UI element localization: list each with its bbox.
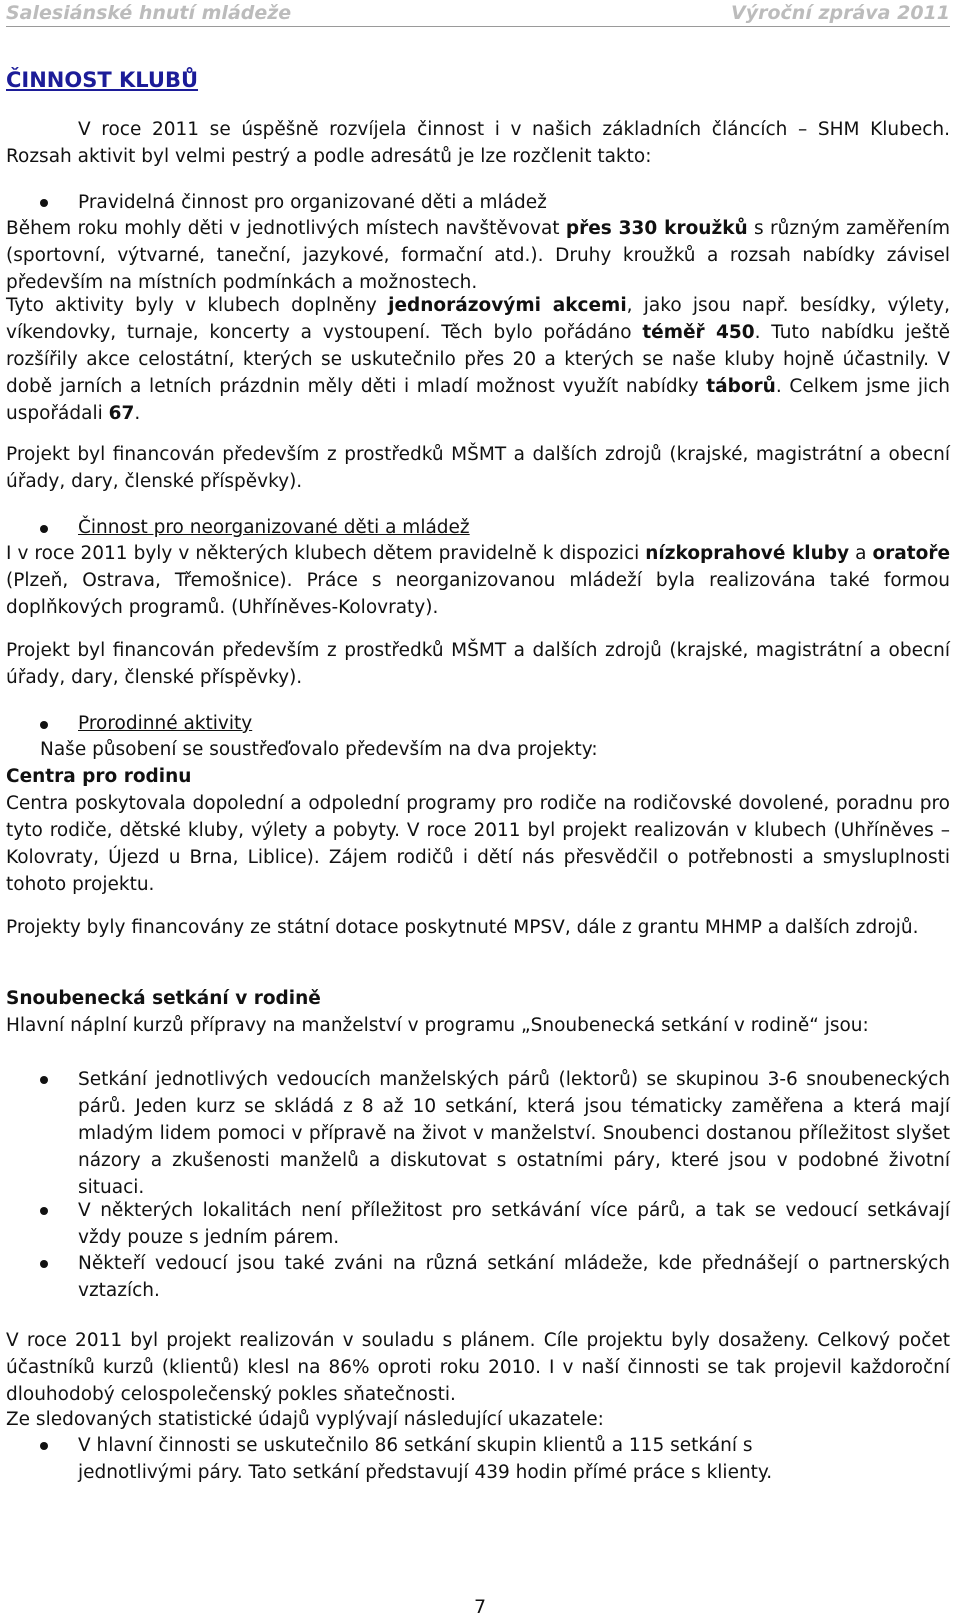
- section-2-paragraph: I v roce 2011 byly v některých klubech dětem pravidelně k dispozici nízkoprahové kluby a oratoře (Plzeň, Ostrava, Třemošnice). Práce s neorganizovanou mládeží byla realizována také formou doplňkových programů. (Uhříněves-Kolovraty).: [6, 543, 950, 618]
- list-item: V některých lokalitách není příležitost pro setkávání více párů, a tak se vedoucí setkávají vždy pouze s jedním párem.: [78, 1200, 950, 1248]
- centra-title: Centra pro rodinu: [6, 766, 192, 787]
- list-item: Někteří vedoucí jsou také zváni na různá setkání mládeže, kde přednášejí o partnerských vztazích.: [78, 1253, 950, 1301]
- list-item: V hlavní činnosti se uskutečnilo 86 setkání skupin klientů a 115 setkání s jednotlivými páry. Tato setkání představují 439 hodin přímé práce s klienty.: [78, 1435, 773, 1483]
- bullet-icon: [40, 1207, 48, 1215]
- page-number: 7: [473, 1596, 487, 1618]
- list-item: Setkání jednotlivých vedoucích manželských párů (lektorů) se skupinou 3-6 snoubeneckých párů. Jeden kurz se skládá z 8 až 10 setkání, která jsou tématicky zaměřena a která mají mladým lidem pomoci v přípravě na život v manželství. Snoubenci dostanou příležitost slyšet názory a zkušenosti manželů a diskutovat s ostatními páry, které jsou v podobné životní situaci.: [78, 1069, 950, 1198]
- section-1-paragraph-2: Tyto aktivity byly v klubech doplněny jednorázovými akcemi, jako jsou např. besídky, výlety, víkendovky, turnaje, koncerty a vystoupení. Těch bylo pořádáno téměř 450. Tuto nabídku ještě rozšířily akce celostátní, kterých se uskutečnilo přes 20 a kterých se naše kluby hojně účastnily. V době jarních a letních prázdnin měly děti i mladí možnost využít nabídky táborů. Celkem jsme jich uspořádali 67.: [6, 295, 951, 424]
- centra-paragraph: Centra poskytovala dopolední a odpolední programy pro rodiče na rodičovské dovolené, poradnu pro tyto rodiče, dětské kluby, výlety a pobyty. V roce 2011 byl projekt realizován v klubech (Uhříněves – Kolovraty, Újezd u Brna, Liblice). Zájem rodičů i dětí nás přesvědčil o potřebnosti a smysluplnosti tohoto projektu.: [6, 793, 950, 895]
- section-2-heading: Činnost pro neorganizované děti a mládež: [78, 517, 470, 538]
- section-3-heading: Prorodinné aktivity: [78, 713, 253, 734]
- header-report-title: Výroční zpráva 2011: [731, 2, 950, 24]
- bullet-icon: [40, 1260, 48, 1268]
- section-title: ČINNOST KLUBŮ: [6, 68, 199, 92]
- bullet-icon: [40, 525, 48, 533]
- centra-funding: Projekty byly financovány ze státní dotace poskytnuté MPSV, dále z grantu MHMP a dalších zdrojů.: [6, 917, 919, 938]
- section-1-heading: Pravidelná činnost pro organizované děti a mládež: [78, 192, 547, 213]
- snoubenecka-intro: Hlavní náplní kurzů přípravy na manželství v programu „Snoubenecká setkání v rodině“ jsou:: [6, 1015, 869, 1036]
- stats-intro: Ze sledovaných statistické údajů vyplývají následující ukazatele:: [6, 1409, 604, 1430]
- section-3-subheading: Naše působení se soustřeďovalo především na dva projekty:: [40, 739, 598, 760]
- intro-paragraph: V roce 2011 se úspěšně rozvíjela činnost i v našich základních článcích – SHM Klubech. Rozsah aktivit byl velmi pestrý a podle adresátů je lze rozčlenit takto:: [6, 119, 950, 167]
- section-1-funding: Projekt byl financován především z prostředků MŠMT a dalších zdrojů (krajské, magistrátní a obecní úřady, dary, členské příspěvky).: [6, 444, 950, 492]
- result-paragraph: V roce 2011 byl projekt realizován v souladu s plánem. Cíle projektu byly dosaženy. Celkový počet účastníků kurzů (klientů) klesl na 86% oproti roku 2010. I v naší činnosti se tak projevil každoroční dlouhodobý celospolečenský pokles sňatečnosti.: [6, 1330, 950, 1405]
- snoubenecka-title: Snoubenecká setkání v rodině: [6, 988, 321, 1009]
- bullet-icon: [40, 1076, 48, 1084]
- bullet-icon: [40, 721, 48, 729]
- section-2-funding: Projekt byl financován především z prostředků MŠMT a dalších zdrojů (krajské, magistrátní a obecní úřady, dary, členské příspěvky).: [6, 640, 950, 688]
- header-organization: Salesiánské hnutí mládeže: [6, 2, 292, 24]
- bullet-icon: [40, 1442, 48, 1450]
- section-1-paragraph-1: Během roku mohly děti v jednotlivých místech navštěvovat přes 330 kroužků s různým zaměřením (sportovní, výtvarné, taneční, jazykové, formační atd.). Druhy kroužků a rozsah nabídky závisel především na místních podmínkách a možnostech.: [6, 218, 950, 293]
- bullet-icon: [40, 199, 48, 207]
- page-header: [6, 0, 950, 27]
